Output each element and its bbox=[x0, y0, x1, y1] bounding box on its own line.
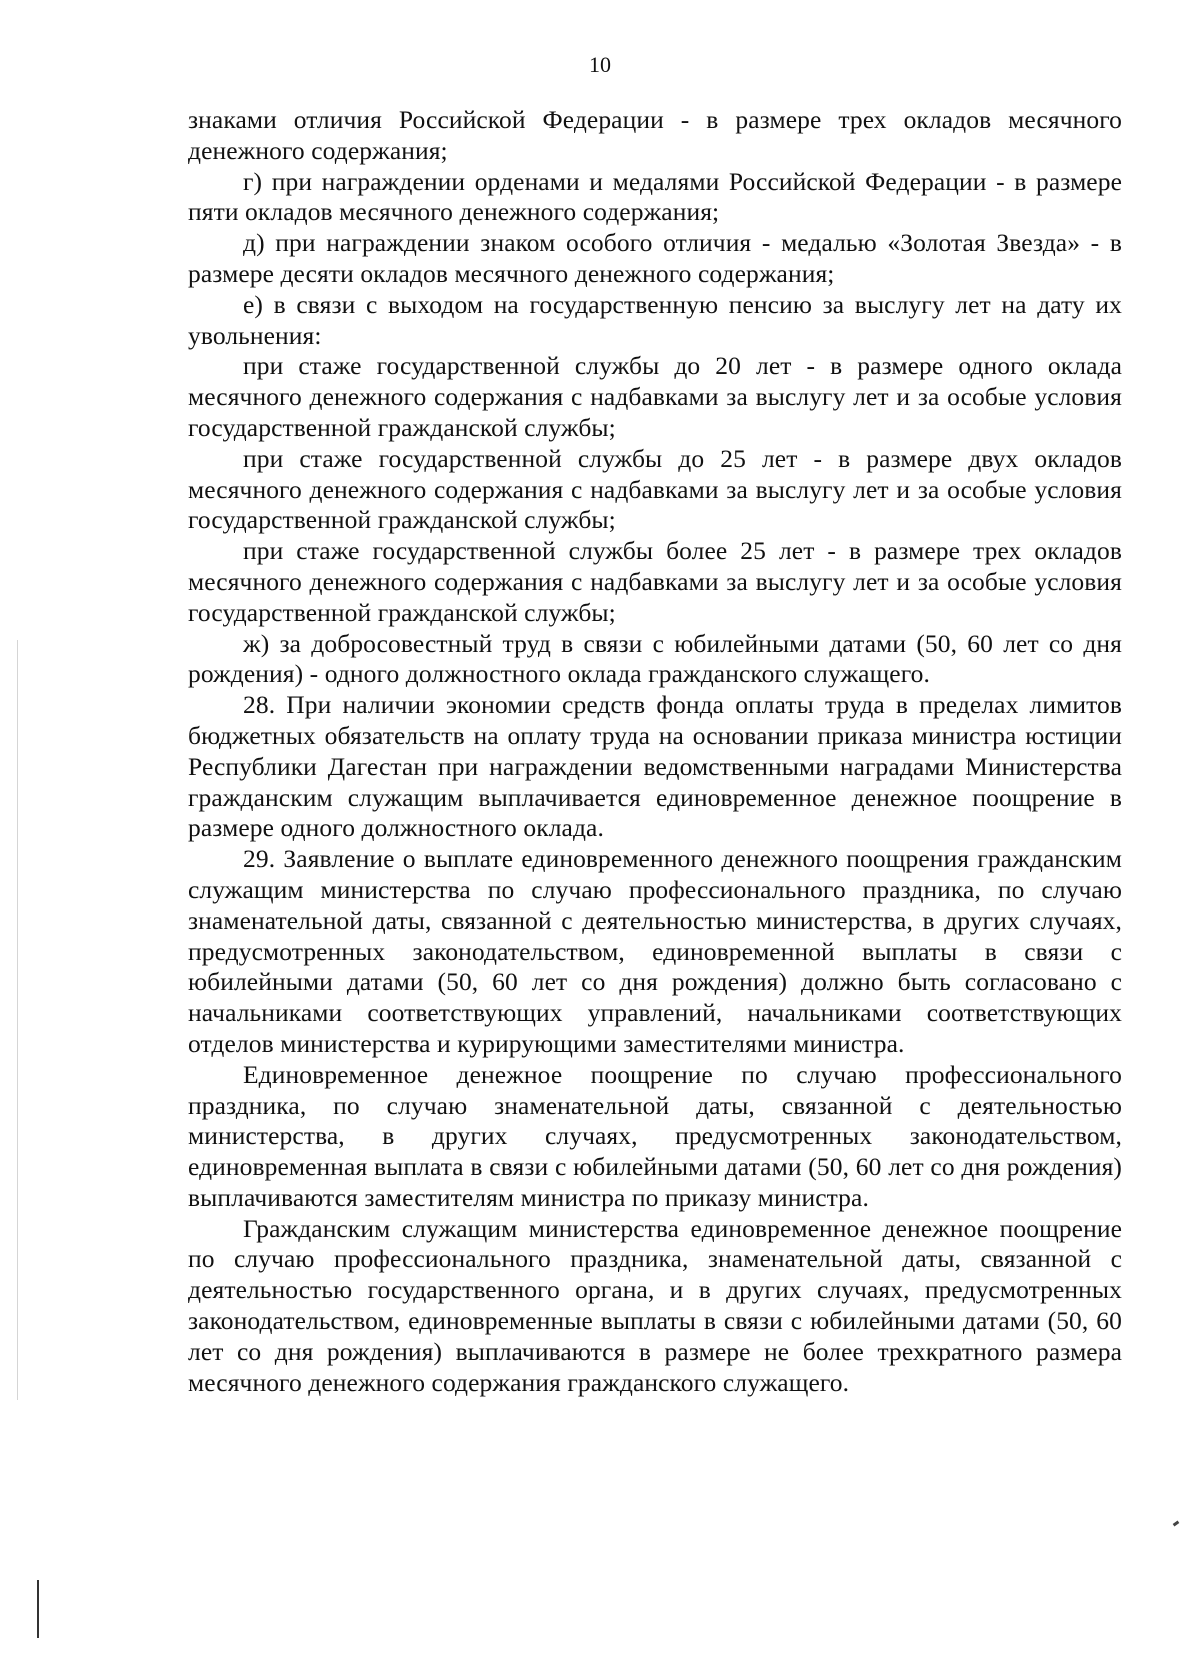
paragraph: при стаже государственной службы до 25 лет - в размере двух окладов месячного денежного содержания с надбавками за выслугу лет и за особые условия государственной гражданской службы; bbox=[188, 443, 1122, 535]
paragraph: 29. Заявление о выплате единовременного денежного поощрения гражданским служащим министерства по случаю профессионального праздника, по случаю знаменательной даты, связанной с деятельностью министерства, в других случаях, предусмотренных законодательством, единовременной выплаты в связи с юбилейными датами (50, 60 лет со дня рождения) должно быть согласовано с начальниками соответствующих управлений, начальниками соответствующих отделов министерства и курирующими заместителями министра. bbox=[188, 844, 1122, 1058]
scan-margin-mark bbox=[1173, 1521, 1180, 1527]
paragraph: при стаже государственной службы более 25 лет - в размере трех окладов месячного денежного содержания с надбавками за выслугу лет и за особые условия государственной гражданской службы; bbox=[188, 536, 1122, 627]
page-number: 10 bbox=[589, 52, 611, 77]
paragraph: Гражданским служащим министерства единовременное денежное поощрение по случаю профессионального праздника, знаменательной даты, связанной с деятельностью государственного органа, и в других случаях, предусмотренных законодательством, единовременные выплаты в связи с юбилейными датами (50, 60 лет со дня рождения) выплачиваются в размере не более трехкратного размера месячного денежного содержания гражданского служащего. bbox=[188, 1213, 1122, 1397]
paragraph: ж) за добросовестный труд в связи с юбилейными датами (50, 60 лет со дня рождения) - одного должностного оклада гражданского служащего. bbox=[188, 628, 1122, 689]
paragraph: г) при награждении орденами и медалями Российской Федерации - в размере пяти окладов месячного денежного содержания; bbox=[188, 166, 1122, 227]
scan-margin-tick bbox=[37, 1580, 39, 1638]
scan-margin-line bbox=[17, 640, 18, 1400]
paragraph: д) при награждении знаком особого отличия - медалью «Золотая Звезда» - в размере десяти окладов месячного денежного содержания; bbox=[188, 228, 1122, 288]
paragraph: знаками отличия Российской Федерации - в размере трех окладов месячного денежного содержания; bbox=[188, 105, 1122, 165]
paragraph: е) в связи с выходом на государственную пенсию за выслугу лет на дату их увольнения: bbox=[188, 289, 1122, 350]
paragraph: Единовременное денежное поощрение по случаю профессионального праздника, по случаю знаменательной даты, связанной с деятельностью министерства, в других случаях, предусмотренных законодательством, единовременная выплата в связи с юбилейными датами (50, 60 лет со дня рождения) выплачиваются заместителям министра по приказу министра. bbox=[188, 1059, 1122, 1212]
paragraph: при стаже государственной службы до 20 лет - в размере одного оклада месячного денежного содержания с надбавками за выслугу лет и за особые условия государственной гражданской службы; bbox=[188, 351, 1122, 442]
paragraph: 28. При наличии экономии средств фонда оплаты труда в пределах лимитов бюджетных обязательств на оплату труда на основании приказа министра юстиции Республики Дагестан при награждении ведомственными наградами Министерства гражданским служащим выплачивается единовременное денежное поощрение в размере одного должностного оклада. bbox=[188, 690, 1122, 843]
document-body bbox=[188, 105, 1122, 1398]
